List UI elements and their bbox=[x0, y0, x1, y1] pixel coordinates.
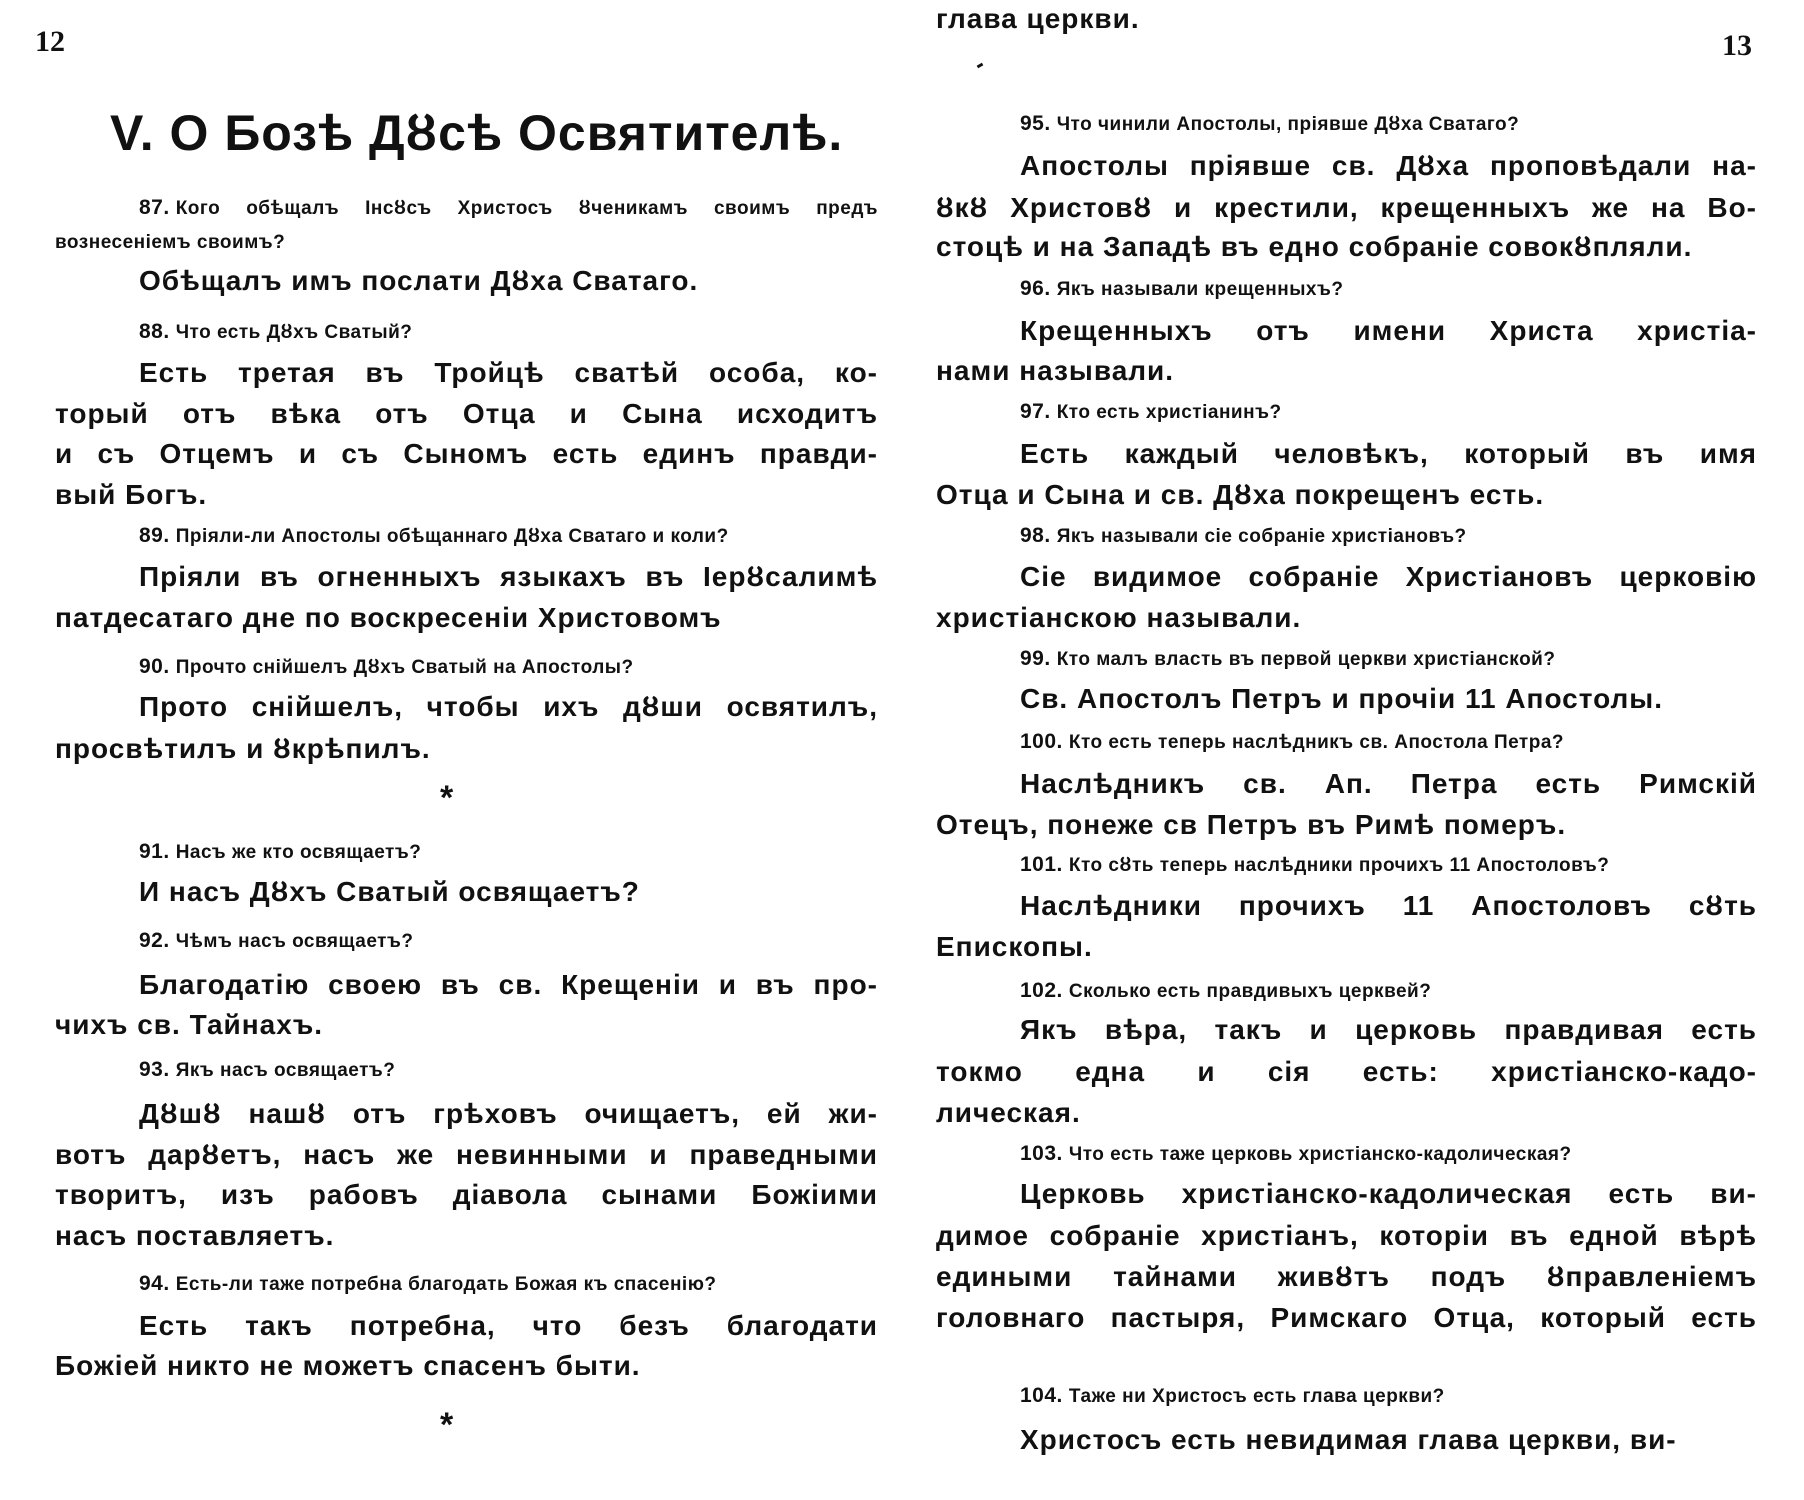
right-page bbox=[900, 0, 1804, 1500]
answer-line: И насъ Дȣхъ Сватый освящаетъ? bbox=[139, 876, 640, 907]
answer-line: Благодатію своею въ св. Крещеніи и въ про- bbox=[139, 969, 878, 1000]
answer-line: Отецъ, понеже св Петръ въ Римѣ померъ. bbox=[936, 809, 1567, 840]
left-page bbox=[0, 0, 900, 1500]
answer-line: вотъ дарȣетъ, насъ же невинными и праведными bbox=[55, 1139, 878, 1170]
question-line bbox=[139, 839, 421, 866]
question-number: 87. bbox=[139, 196, 170, 219]
question-number: 97. bbox=[1020, 400, 1051, 423]
question-number: 99. bbox=[1020, 647, 1051, 670]
answer-line: Отца и Сына и св. Дȣха покрещенъ есть. bbox=[936, 479, 1545, 510]
question-text: Что чинили Апостолы, пріявше Дȣха Сватаго? bbox=[1056, 114, 1520, 135]
question-line bbox=[1020, 1383, 1445, 1410]
question-line: вознесеніемъ своимъ? bbox=[55, 232, 286, 253]
question-number: 88. bbox=[139, 320, 170, 343]
page-number: 12 bbox=[35, 25, 65, 58]
answer-line: христіанскою называли. bbox=[936, 602, 1302, 633]
answer-line: Божіей никто не можетъ спасенъ быти. bbox=[55, 1350, 641, 1381]
answer-line: и съ Отцемъ и съ Сыномъ есть единъ правди- bbox=[55, 438, 878, 469]
section-separator: * bbox=[440, 779, 454, 817]
page-number: 13 bbox=[1722, 29, 1752, 62]
answer-line: Есть такъ потребна, что безъ благодати bbox=[139, 1310, 878, 1341]
question-number: 100. bbox=[1020, 730, 1063, 753]
question-number: 90. bbox=[139, 655, 170, 678]
question-number: 93. bbox=[139, 1058, 170, 1081]
question-line bbox=[139, 1057, 395, 1084]
question-number: 91. bbox=[139, 840, 170, 863]
question-line bbox=[1020, 1141, 1572, 1168]
answer-line: насъ поставляетъ. bbox=[55, 1220, 335, 1251]
question-number: 104. bbox=[1020, 1384, 1063, 1407]
answer-line: вый Богъ. bbox=[55, 479, 208, 510]
answer-line: Сіе видимое собраніе Христіановъ церковію bbox=[1020, 561, 1757, 592]
answer-line: глава церкви. bbox=[936, 3, 1140, 34]
answer-line: Есть третая въ Тройцѣ сватѣй особа, ко- bbox=[139, 357, 878, 388]
question-text: Кого обѣщалъ Інсȣсъ Христосъ ȣченикамъ своимъ предъ bbox=[175, 198, 878, 219]
answer-line: патдесатаго дне по воскресеніи Христовомъ bbox=[55, 602, 722, 633]
question-line bbox=[1020, 399, 1282, 426]
question-number: 92. bbox=[139, 929, 170, 952]
answer-line: Пріяли въ огненныхъ языкахъ въ Іерȣсалимѣ bbox=[139, 561, 878, 592]
question-number: 98. bbox=[1020, 524, 1051, 547]
answer-line: творитъ, изъ рабовъ діавола сынами Божіими bbox=[55, 1179, 878, 1210]
answer-line: ȣкȣ Христовȣ и крестили, крещенныхъ же на Во- bbox=[936, 192, 1757, 223]
answer-line: Наслѣдники прочихъ 11 Апостоловъ сȣть bbox=[1020, 890, 1757, 921]
question-text: Насъ же кто освящаетъ? bbox=[175, 842, 422, 863]
question-text: Что есть Дȣхъ Сватый? bbox=[175, 322, 413, 343]
answer-line: Прото снійшелъ, чтобы ихъ дȣши освятилъ, bbox=[139, 691, 878, 722]
question-text: Прочто снійшелъ Дȣхъ Сватый на Апостолы? bbox=[175, 657, 634, 678]
question-line bbox=[1020, 523, 1467, 550]
question-text: Якъ называли сіе собраніе христіановъ? bbox=[1056, 526, 1467, 547]
question-line bbox=[1020, 729, 1564, 756]
question-text: Кто есть теперь наслѣдникъ св. Апостола Петра? bbox=[1068, 732, 1565, 753]
answer-line: Обѣщалъ имъ послати Дȣха Сватаго. bbox=[139, 265, 699, 296]
question-line bbox=[1020, 978, 1431, 1005]
question-line bbox=[1020, 111, 1519, 138]
answer-line: головнаго пастыря, Римскаго Отца, который есть bbox=[936, 1302, 1757, 1333]
answer-line: Церковь христіанско-кадолическая есть ви- bbox=[1020, 1178, 1757, 1209]
question-number: 95. bbox=[1020, 112, 1051, 135]
chapter-title: V. О Бозѣ Дȣсѣ Освятителѣ. bbox=[110, 105, 844, 161]
question-number: 94. bbox=[139, 1272, 170, 1295]
question-text: Есть-ли таже потребна благодать Божая къ спасенію? bbox=[175, 1274, 717, 1295]
answer-line: Христосъ есть невидимая глава церкви, ви- bbox=[1020, 1424, 1677, 1455]
question-number: 102. bbox=[1020, 979, 1063, 1002]
question-text: Пріяли-ли Апостолы обѣщаннаго Дȣха Сватаго и коли? bbox=[175, 526, 729, 547]
question-text: Кто есть христіанинъ? bbox=[1056, 402, 1282, 423]
answer-line: лическая. bbox=[936, 1097, 1081, 1128]
answer-line: Епископы. bbox=[936, 931, 1093, 962]
question-line bbox=[1020, 852, 1609, 879]
question-text: Что есть таже церковь христіанско-кадолическая? bbox=[1068, 1144, 1572, 1165]
question-number: 101. bbox=[1020, 853, 1063, 876]
answer-line: Наслѣдникъ св. Ап. Петра есть Римскій bbox=[1020, 768, 1757, 799]
question-line bbox=[139, 319, 412, 346]
question-line bbox=[139, 654, 634, 681]
question-text: Сколько есть правдивыхъ церквей? bbox=[1068, 981, 1432, 1002]
question-line bbox=[139, 523, 729, 550]
question-line bbox=[139, 1271, 717, 1298]
section-separator: * bbox=[440, 1406, 454, 1444]
answer-line: торый отъ вѣка отъ Отца и Сына исходитъ bbox=[55, 398, 878, 429]
question-number: 103. bbox=[1020, 1142, 1063, 1165]
answer-line: димое собраніе христіанъ, которіи въ едной вѣрѣ bbox=[936, 1220, 1757, 1251]
answer-line: едиными тайнами живȣтъ подъ ȣправленіемъ bbox=[936, 1261, 1757, 1292]
question-line bbox=[139, 928, 413, 955]
question-text: Якъ называли крещенныхъ? bbox=[1056, 279, 1344, 300]
question-text: Таже ни Христосъ есть глава церкви? bbox=[1068, 1386, 1445, 1407]
answer-line: чихъ св. Тайнахъ. bbox=[55, 1009, 324, 1040]
question-number: 96. bbox=[1020, 277, 1051, 300]
answer-line: Дȣшȣ нашȣ отъ грѣховъ очищаетъ, ей жи- bbox=[139, 1098, 878, 1129]
answer-line: Апостолы пріявше св. Дȣха проповѣдали на- bbox=[1020, 150, 1757, 181]
answer-line: Св. Апостолъ Петръ и прочіи 11 Апостолы. bbox=[1020, 683, 1663, 714]
question-line bbox=[1020, 646, 1555, 673]
question-line bbox=[1020, 276, 1343, 303]
question-text: Якъ насъ освящаетъ? bbox=[175, 1060, 396, 1081]
question-number: 89. bbox=[139, 524, 170, 547]
question-text: Кто сȣть теперь наслѣдники прочихъ 11 Апостоловъ? bbox=[1068, 855, 1610, 876]
answer-line: Крещенныхъ отъ имени Христа христіа- bbox=[1020, 315, 1757, 346]
answer-line: Якъ вѣра, такъ и церковь правдивая есть bbox=[1020, 1014, 1757, 1045]
answer-line: токмо една и сія есть: христіанско-кадо- bbox=[936, 1056, 1757, 1087]
question-text: Кто малъ власть въ первой церкви христіанской? bbox=[1056, 649, 1556, 670]
answer-line: стоцѣ и на Западѣ въ едно собраніе совокȣпляли. bbox=[936, 231, 1693, 262]
print-speck bbox=[977, 63, 984, 69]
question-text: Чѣмъ насъ освящаетъ? bbox=[175, 931, 414, 952]
answer-line: просвѣтилъ и ȣкрѣпилъ. bbox=[55, 733, 431, 764]
answer-line: Есть каждый человѣкъ, который въ имя bbox=[1020, 438, 1757, 469]
answer-line: нами называли. bbox=[936, 355, 1175, 386]
question-line bbox=[139, 195, 878, 222]
